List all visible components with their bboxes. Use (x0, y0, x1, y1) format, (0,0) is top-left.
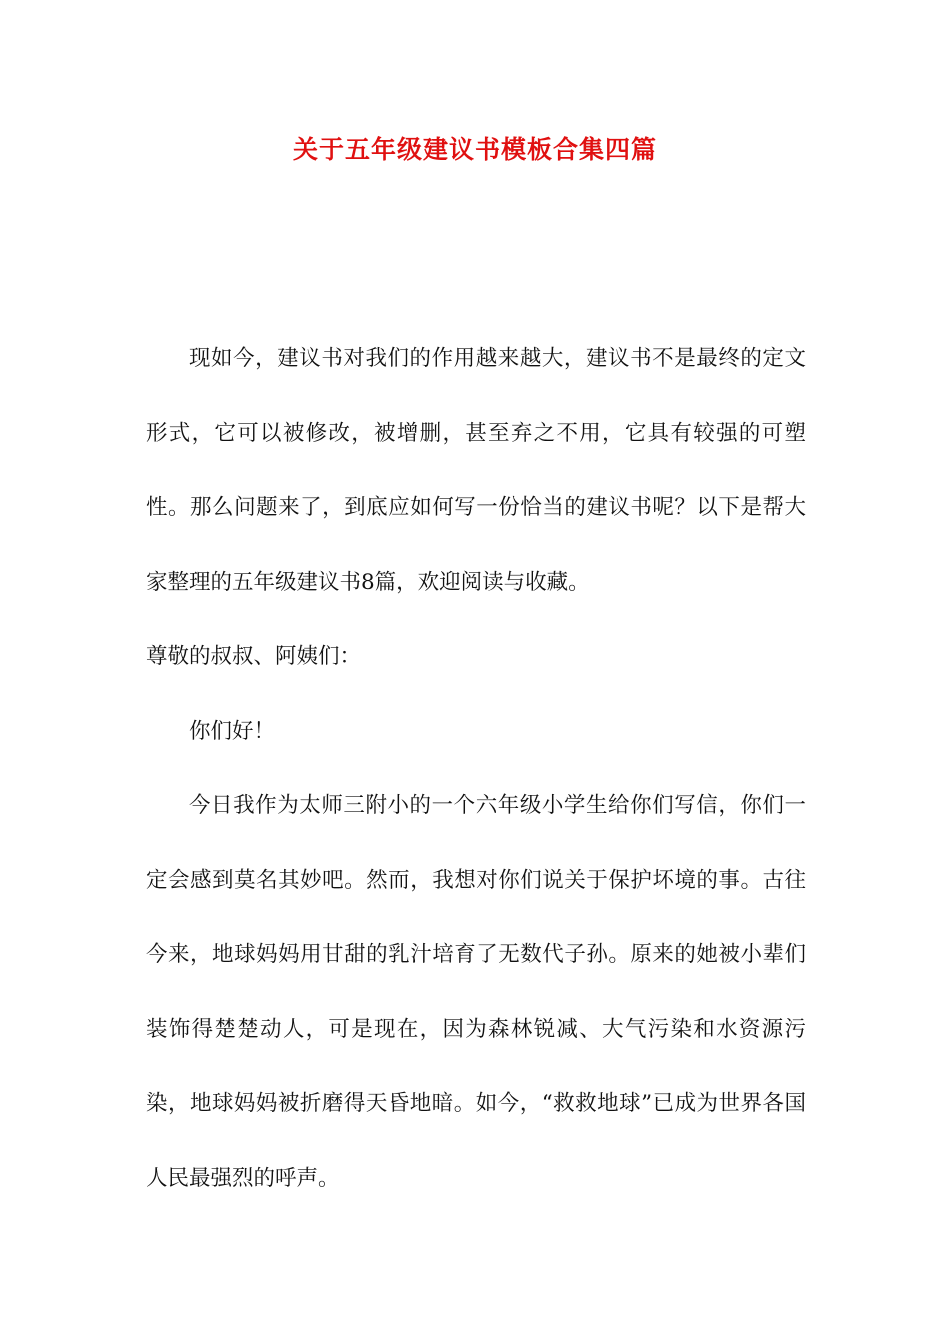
intro-paragraph: 现如今，建议书对我们的作用越来越大，建议书不是最终的定文形式，它可以被修改，被增删，甚至弃之不用，它具有较强的可塑性。那么问题来了，到底应如何写一份恰当的建议书呢？以下是帮大家整理的五年级建议书8篇，欢迎阅读与收藏。 (146, 346, 806, 595)
document-body (146, 322, 806, 1216)
document-title: 关于五年级建议书模板合集四篇 (292, 135, 657, 164)
salutation: 尊敬的叔叔、阿姨们： (146, 644, 362, 669)
letter-body-paragraph: 今日我作为太师三附小的一个六年级小学生给你们写信，你们一定会感到莫名其妙吧。然而，我想对你们说关于保护坏境的事。古往今来，地球妈妈用甘甜的乳汁培育了无数代子孙。原来的她被小辈们装饰得楚楚动人，可是现在，因为森林锐减、大气污染和水资源污染，地球妈妈被折磨得天昏地暗。如今，“救救地球”已成为世界各国人民最强烈的呼声。 (146, 793, 806, 1191)
greeting: 你们好！ (189, 718, 276, 744)
